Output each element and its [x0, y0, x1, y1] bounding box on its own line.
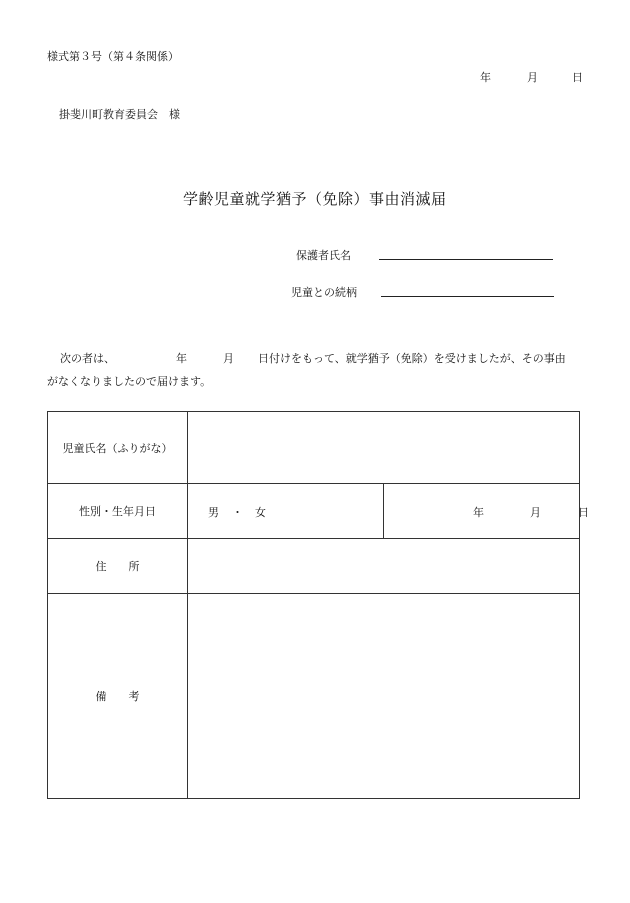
address-label: 住 所	[48, 539, 188, 594]
address-field[interactable]	[188, 539, 580, 594]
guardian-name-label: 保護者氏名	[296, 249, 351, 262]
row-child-name	[48, 412, 580, 484]
date-year-label: 年	[480, 71, 491, 84]
body-line-2: がなくなりましたので届けます。	[47, 375, 212, 388]
form-table	[47, 411, 589, 799]
body-prefix: 次の者は、	[60, 352, 115, 365]
sex-separator: ・	[232, 506, 243, 519]
sex-male[interactable]: 男	[208, 506, 219, 519]
sex-dob-label: 性別・生年月日	[48, 484, 188, 539]
dob-field[interactable]	[384, 484, 589, 539]
row-address	[48, 539, 580, 594]
remarks-field[interactable]	[188, 594, 580, 799]
date-day-label: 日	[572, 71, 583, 84]
row-sex-dob	[48, 484, 580, 539]
dob-day-label: 日	[578, 506, 589, 519]
document-title: 学齢児童就学猶予（免除）事由消滅届	[183, 190, 447, 208]
relation-label: 児童との続柄	[291, 286, 357, 299]
row-remarks	[48, 594, 580, 799]
sex-female[interactable]: 女	[255, 506, 266, 519]
guardian-name-field[interactable]	[379, 259, 553, 260]
relation-field[interactable]	[381, 296, 554, 297]
body-year: 年	[176, 352, 187, 365]
form-number: 様式第３号（第４条関係）	[47, 50, 179, 63]
date-month-label: 月	[527, 71, 538, 84]
addressee: 掛斐川町教育委員会 様	[59, 108, 180, 121]
body-month: 月	[223, 352, 234, 365]
child-name-field[interactable]	[188, 412, 580, 484]
sex-field[interactable]	[188, 484, 384, 539]
dob-year-label: 年	[473, 506, 484, 519]
body-day-suffix: 日付けをもって、就学猶予（免除）を受けましたが、その事由	[258, 352, 566, 365]
child-name-label: 児童氏名（ふりがな）	[48, 412, 188, 484]
dob-month-label: 月	[530, 506, 541, 519]
remarks-label: 備 考	[48, 594, 188, 799]
